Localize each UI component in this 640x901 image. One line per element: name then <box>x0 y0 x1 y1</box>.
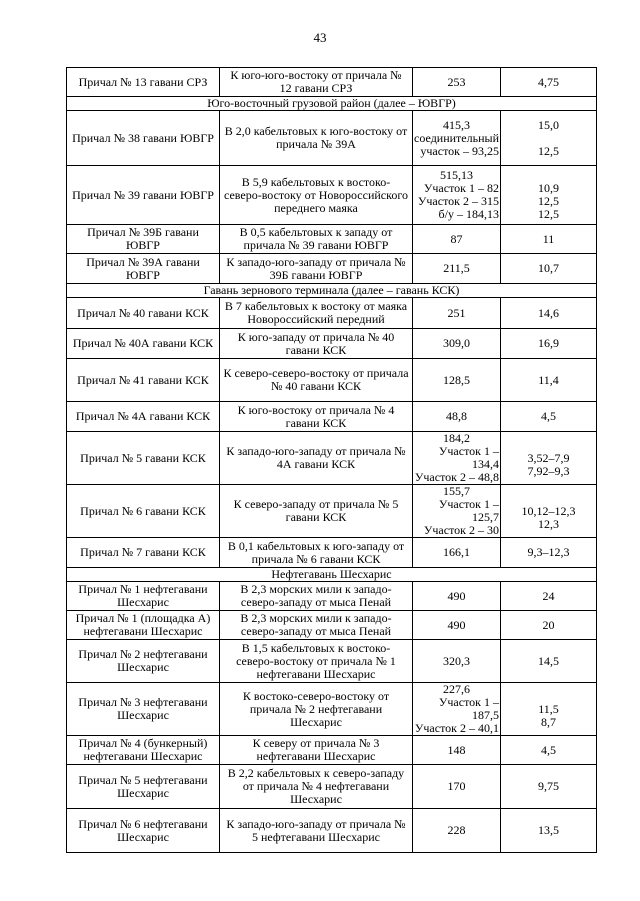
berth-name: Причал № 13 гавани СРЗ <box>67 68 220 97</box>
berth-length <box>413 298 501 329</box>
berth-name: Причал № 4А гавани КСК <box>67 402 220 432</box>
depth-line: 11,4 <box>538 372 559 387</box>
table-row <box>67 765 597 809</box>
berth-length <box>413 485 501 538</box>
length-line: 515,13 <box>440 168 473 182</box>
table-row <box>67 329 597 359</box>
berth-name: Причал № 39Б гавани ЮВГР <box>67 225 220 254</box>
depth-line: 12,5 <box>538 194 559 208</box>
length-line: 184,2 <box>443 431 470 445</box>
length-line: 170 <box>447 779 466 793</box>
berth-name: Причал № 3 нефтегавани Шесхарис <box>67 683 220 736</box>
berth-name: Причал № 4 (бункерный) нефтегавани Шесхарис <box>67 736 220 765</box>
depth-line: 10,12–12,3 <box>521 503 576 518</box>
length-line: Участок 2 – 315 <box>417 194 499 208</box>
berth-length <box>413 809 501 853</box>
table-row <box>67 254 597 284</box>
length-line: Участок 2 – 30 <box>423 523 499 537</box>
table-row <box>67 111 597 166</box>
berth-name: Причал № 2 нефтегавани Шесхарис <box>67 640 220 683</box>
table-row <box>67 359 597 402</box>
depth-line: 12,5 <box>538 207 559 221</box>
table-row <box>67 68 597 97</box>
berth-location: В 0,5 кабельтовых к западу от причала № 39 гавани ЮВГР <box>220 225 413 254</box>
berth-name: Причал № 39А гавани ЮВГР <box>67 254 220 284</box>
berth-depth <box>501 809 597 853</box>
depth-line: 12,5 <box>538 143 559 158</box>
depth-line: 9,75 <box>538 779 559 793</box>
depth-line: 7,92–9,3 <box>527 463 570 478</box>
berth-depth <box>501 298 597 329</box>
berth-depth <box>501 432 597 485</box>
berth-location: К северо-западу от причала № 5 гавани КСК <box>220 485 413 538</box>
berth-location: К юго-западу от причала № 40 гавани КСК <box>220 329 413 359</box>
length-line: 309,0 <box>443 336 470 350</box>
length-line: Участок 1 – 82 <box>423 181 499 195</box>
berth-name: Причал № 39 гавани ЮВГР <box>67 166 220 225</box>
berth-name: Причал № 41 гавани КСК <box>67 359 220 402</box>
length-line: 48,8 <box>446 409 467 423</box>
berth-depth <box>501 736 597 765</box>
length-line: 211,5 <box>443 261 470 275</box>
length-line: Участок 2 – 48,8 <box>414 470 499 484</box>
berth-name: Причал № 40А гавани КСК <box>67 329 220 359</box>
length-line: Участок 1 – 134,4 <box>438 444 499 471</box>
berth-name: Причал № 38 гавани ЮВГР <box>67 111 220 166</box>
berth-depth <box>501 402 597 432</box>
depth-line: 14,5 <box>538 653 559 668</box>
length-line: 155,7 <box>443 484 470 498</box>
berth-location: В 2,0 кабельтовых к юго-востоку от причала № 39А <box>220 111 413 166</box>
berth-length <box>413 111 501 166</box>
berth-length <box>413 329 501 359</box>
berth-location: К юго-юго-востоку от причала № 12 гавани СРЗ <box>220 68 413 97</box>
depth-line: 4,5 <box>541 742 556 757</box>
berth-name: Причал № 6 гавани КСК <box>67 485 220 538</box>
depth-line: 3,52–7,9 <box>527 450 570 465</box>
length-line: Участок 2 – 40,1 <box>414 721 499 735</box>
table-row <box>67 683 597 736</box>
berth-location: В 7 кабельтовых к востоку от маяка Новороссийский передний <box>220 298 413 329</box>
table-row <box>67 736 597 765</box>
berth-depth <box>501 329 597 359</box>
berth-depth <box>501 765 597 809</box>
depth-line: 8,7 <box>541 714 556 729</box>
depth-line: 13,5 <box>538 823 559 837</box>
depth-line: 15,0 <box>538 117 559 132</box>
depth-line: 10,7 <box>538 261 559 275</box>
berth-location: В 2,3 морских мили к западо-северо-западу от мыса Пенай <box>220 582 413 611</box>
table-row <box>67 582 597 611</box>
berth-location: К западо-юго-западу от причала № 39Б гавани ЮВГР <box>220 254 413 284</box>
depth-line: 11,5 <box>538 701 559 716</box>
length-line: б/у – 184,13 <box>438 207 499 221</box>
berth-location: К северо-северо-востоку от причала № 40 гавани КСК <box>220 359 413 402</box>
berth-depth <box>501 485 597 538</box>
berth-length <box>413 582 501 611</box>
table-row <box>67 432 597 485</box>
length-line: 490 <box>447 617 466 632</box>
table-row <box>67 402 597 432</box>
depth-line: 10,9 <box>538 181 559 195</box>
berth-location: К юго-востоку от причала № 4 гавани КСК <box>220 402 413 432</box>
berth-depth <box>501 111 597 166</box>
berth-length <box>413 68 501 97</box>
berth-location: В 2,2 кабельтовых к северо-западу от причала № 4 нефтегавани Шесхарис <box>220 765 413 809</box>
length-line: 87 <box>450 231 463 246</box>
berth-location: В 2,3 морских мили к западо-северо-западу от мыса Пенай <box>220 611 413 640</box>
berth-depth <box>501 68 597 97</box>
berth-length <box>413 683 501 736</box>
berth-length <box>413 432 501 485</box>
berths-table <box>66 67 597 853</box>
length-line: 128,5 <box>443 372 470 387</box>
berth-depth <box>501 225 597 254</box>
section-title: Гавань зернового терминала (далее – гавань КСК) <box>67 284 597 298</box>
length-line: Участок 1 – 125,7 <box>438 497 499 524</box>
berth-depth <box>501 538 597 568</box>
berth-length <box>413 225 501 254</box>
depth-line: 24 <box>542 588 555 603</box>
table-row <box>67 538 597 568</box>
berths-table-body <box>67 68 597 853</box>
section-title: Нефтегавань Шесхарис <box>67 568 597 582</box>
depth-line: 11 <box>542 231 555 246</box>
berth-name: Причал № 40 гавани КСК <box>67 298 220 329</box>
length-line: соединительный <box>414 130 499 145</box>
section-title: Юго-восточный грузовой район (далее – ЮВГР) <box>67 97 597 111</box>
berth-depth <box>501 582 597 611</box>
depth-line: 4,75 <box>538 74 559 89</box>
table-row <box>67 225 597 254</box>
depth-line <box>504 132 593 145</box>
depth-line: 12,3 <box>538 516 559 531</box>
berth-length <box>413 765 501 809</box>
berth-length <box>413 611 501 640</box>
berth-length <box>413 254 501 284</box>
length-line: 253 <box>447 74 466 89</box>
length-line: 320,3 <box>443 653 470 668</box>
berth-depth <box>501 254 597 284</box>
berth-location: К западо-юго-западу от причала № 5 нефтегавани Шесхарис <box>220 809 413 853</box>
berth-location: В 1,5 кабельтовых к востоко-северо-востоку от причала № 1 нефтегавани Шесхарис <box>220 640 413 683</box>
section-row <box>67 568 597 582</box>
berth-location: К западо-юго-западу от причала № 4А гавани КСК <box>220 432 413 485</box>
berth-location: В 5,9 кабельтовых к востоко-северо-востоку от Новороссийского переднего маяка <box>220 166 413 225</box>
berth-name: Причал № 5 гавани КСК <box>67 432 220 485</box>
berth-length <box>413 359 501 402</box>
table-row <box>67 485 597 538</box>
length-line: 227,6 <box>443 682 470 696</box>
berth-depth <box>501 683 597 736</box>
table-row <box>67 809 597 853</box>
section-row <box>67 284 597 298</box>
berth-location: К востоко-северо-востоку от причала № 2 нефтегавани Шесхарис <box>220 683 413 736</box>
berth-length <box>413 640 501 683</box>
depth-line: 16,9 <box>538 336 559 350</box>
length-line: участок – 93,25 <box>420 143 499 158</box>
depth-line <box>504 492 593 505</box>
depth-line: 9,3–12,3 <box>527 545 570 559</box>
berth-location: К северу от причала № 3 нефтегавани Шесхарис <box>220 736 413 765</box>
table-row <box>67 298 597 329</box>
depth-line: 14,6 <box>538 305 559 320</box>
table-row <box>67 640 597 683</box>
berth-name: Причал № 1 (площадка А) нефтегавани Шесхарис <box>67 611 220 640</box>
length-line: 251 <box>447 305 466 320</box>
length-line: Участок 1 – 187,5 <box>438 695 499 722</box>
length-line: 415,3 <box>443 117 470 132</box>
depth-line: 20 <box>542 617 555 632</box>
berth-length <box>413 166 501 225</box>
berth-length <box>413 402 501 432</box>
length-line: 490 <box>447 588 466 603</box>
section-row <box>67 97 597 111</box>
berth-name: Причал № 7 гавани КСК <box>67 538 220 568</box>
length-line: 228 <box>447 823 466 837</box>
table-row <box>67 611 597 640</box>
depth-line <box>504 690 593 703</box>
length-line: 166,1 <box>443 545 470 559</box>
berth-depth <box>501 640 597 683</box>
length-line: 148 <box>447 742 466 757</box>
berth-depth <box>501 166 597 225</box>
berth-depth <box>501 611 597 640</box>
berth-location: В 0,1 кабельтовых к юго-западу от причала № 6 гавани КСК <box>220 538 413 568</box>
berth-name: Причал № 1 нефтегавани Шесхарис <box>67 582 220 611</box>
berth-length <box>413 538 501 568</box>
berth-name: Причал № 6 нефтегавани Шесхарис <box>67 809 220 853</box>
page-number: 43 <box>313 30 327 45</box>
berth-depth <box>501 359 597 402</box>
berth-name: Причал № 5 нефтегавани Шесхарис <box>67 765 220 809</box>
berth-length <box>413 736 501 765</box>
depth-line <box>504 439 593 452</box>
depth-line: 4,5 <box>541 409 556 423</box>
table-row <box>67 166 597 225</box>
